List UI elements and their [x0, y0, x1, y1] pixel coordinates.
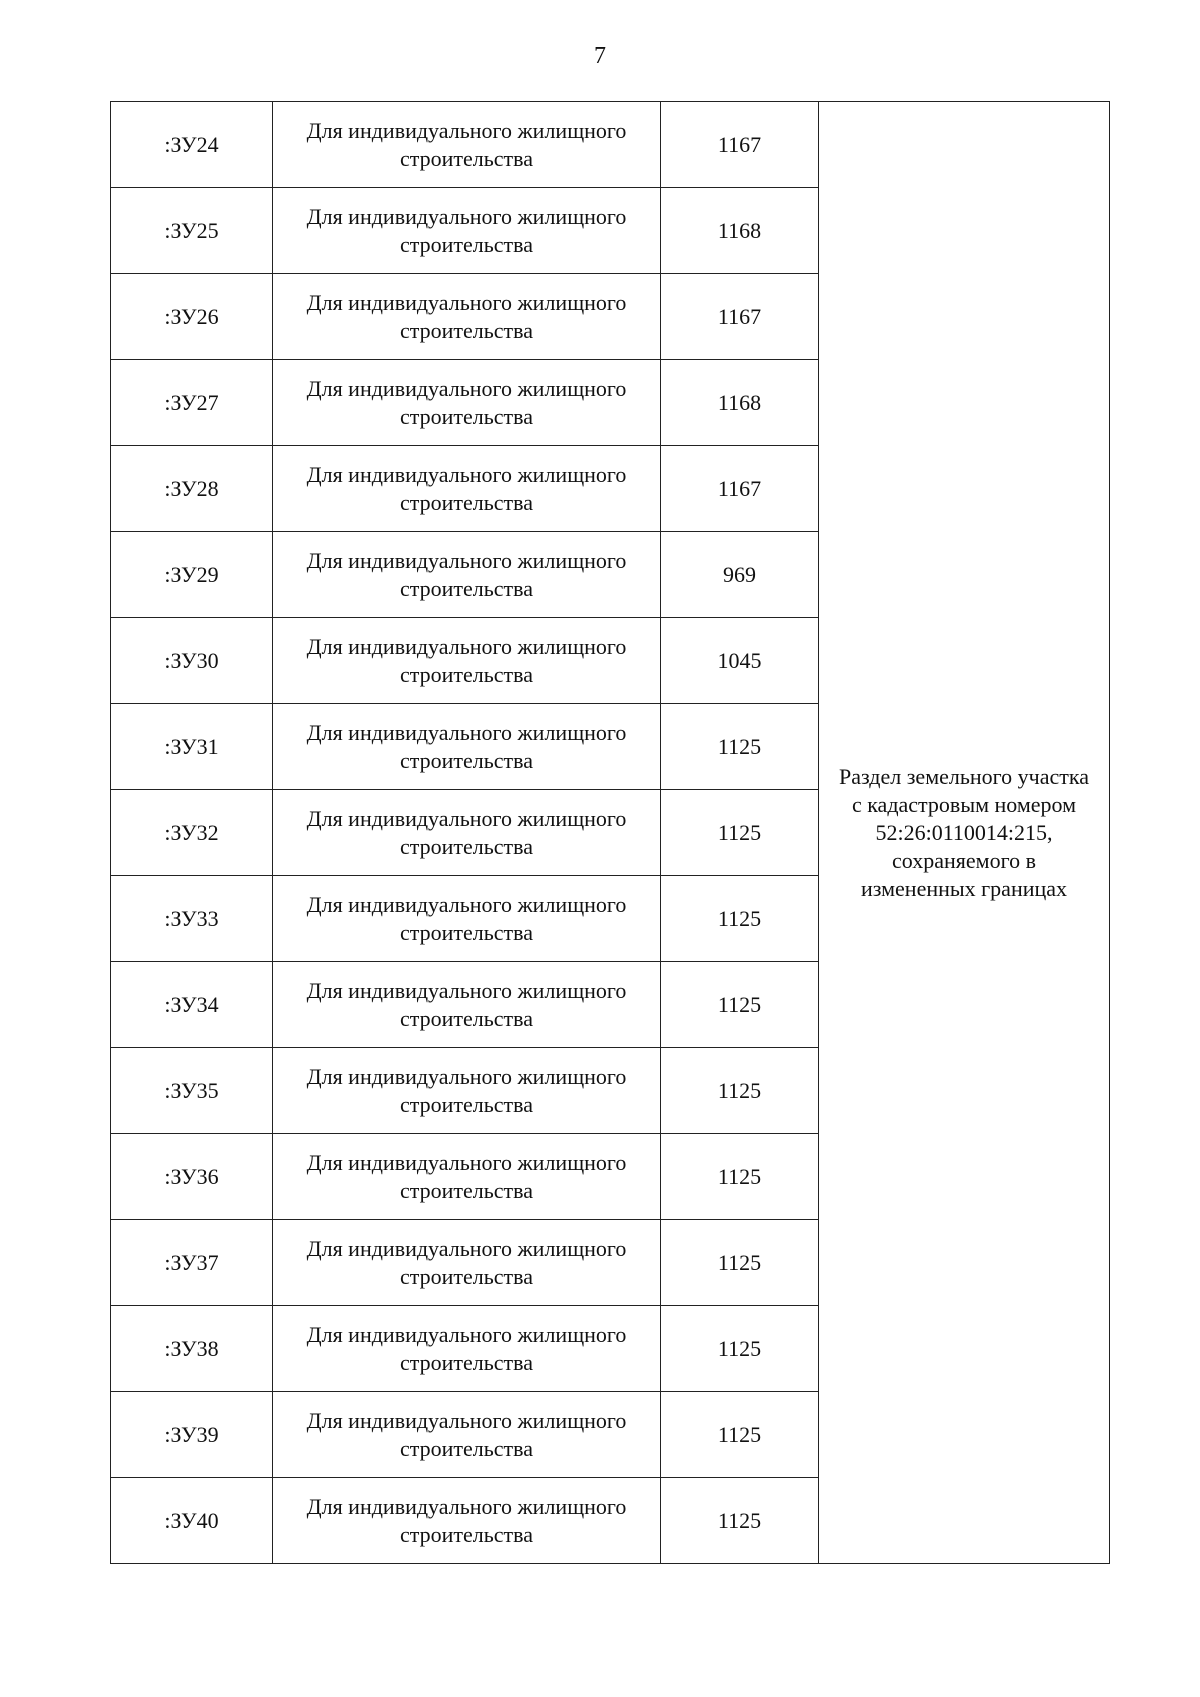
plot-id-cell: :ЗУ29 [111, 532, 273, 618]
area-cell: 1125 [661, 1392, 819, 1478]
permitted-use-line-1: Для индивидуального жилищного [306, 719, 627, 745]
area-cell: 1125 [661, 1220, 819, 1306]
permitted-use-line-1: Для индивидуального жилищного [306, 203, 627, 229]
area-cell: 1125 [661, 1478, 819, 1564]
permitted-use-cell [273, 876, 661, 962]
plot-id-cell: :ЗУ38 [111, 1306, 273, 1392]
permitted-use-line-2: строительства [399, 1521, 534, 1547]
permitted-use-cell [273, 1478, 661, 1564]
permitted-use-cell [273, 618, 661, 704]
permitted-use-line-2: строительства [399, 661, 534, 687]
plot-id-cell: :ЗУ26 [111, 274, 273, 360]
permitted-use-cell [273, 188, 661, 274]
plot-id-cell: :ЗУ28 [111, 446, 273, 532]
area-cell: 1125 [661, 1134, 819, 1220]
plot-id-cell: :ЗУ35 [111, 1048, 273, 1134]
area-cell: 1125 [661, 1048, 819, 1134]
table-body [111, 102, 1110, 1564]
plot-id-cell: :ЗУ31 [111, 704, 273, 790]
area-cell: 1125 [661, 704, 819, 790]
permitted-use-line-2: строительства [399, 231, 534, 257]
plot-id-cell: :ЗУ39 [111, 1392, 273, 1478]
area-cell: 1168 [661, 188, 819, 274]
permitted-use-cell [273, 446, 661, 532]
permitted-use-line-2: строительства [399, 1091, 534, 1117]
permitted-use-line-1: Для индивидуального жилищного [306, 117, 627, 143]
permitted-use-line-2: строительства [399, 747, 534, 773]
area-cell: 1168 [661, 360, 819, 446]
permitted-use-line-1: Для индивидуального жилищного [306, 805, 627, 831]
table-row [111, 102, 1110, 188]
permitted-use-cell [273, 274, 661, 360]
area-cell: 1167 [661, 102, 819, 188]
plot-id-cell: :ЗУ32 [111, 790, 273, 876]
permitted-use-line-1: Для индивидуального жилищного [306, 891, 627, 917]
permitted-use-line-1: Для индивидуального жилищного [306, 1493, 627, 1519]
permitted-use-cell [273, 1134, 661, 1220]
plot-id-cell: :ЗУ30 [111, 618, 273, 704]
permitted-use-line-1: Для индивидуального жилищного [306, 633, 627, 659]
area-cell: 969 [661, 532, 819, 618]
formation-method-cell: Раздел земельного участка с кадастровым номером 52:26:0110014:215, сохраняемого в измененных границах [819, 102, 1110, 1564]
permitted-use-line-1: Для индивидуального жилищного [306, 1149, 627, 1175]
permitted-use-line-2: строительства [399, 575, 534, 601]
plot-id-cell: :ЗУ33 [111, 876, 273, 962]
permitted-use-line-2: строительства [399, 833, 534, 859]
plot-id-cell: :ЗУ37 [111, 1220, 273, 1306]
plot-id-cell: :ЗУ27 [111, 360, 273, 446]
land-plots-table [110, 101, 1110, 1564]
plot-id-cell: :ЗУ40 [111, 1478, 273, 1564]
permitted-use-line-1: Для индивидуального жилищного [306, 461, 627, 487]
permitted-use-cell [273, 962, 661, 1048]
permitted-use-cell [273, 790, 661, 876]
plot-id-cell: :ЗУ24 [111, 102, 273, 188]
permitted-use-line-1: Для индивидуального жилищного [306, 977, 627, 1003]
permitted-use-line-2: строительства [399, 403, 534, 429]
page-number: 7 [594, 43, 606, 69]
area-cell: 1045 [661, 618, 819, 704]
permitted-use-line-1: Для индивидуального жилищного [306, 547, 627, 573]
area-cell: 1125 [661, 876, 819, 962]
permitted-use-line-2: строительства [399, 145, 534, 171]
area-cell: 1125 [661, 1306, 819, 1392]
permitted-use-line-2: строительства [399, 1349, 534, 1375]
plot-id-cell: :ЗУ34 [111, 962, 273, 1048]
permitted-use-cell [273, 102, 661, 188]
permitted-use-line-1: Для индивидуального жилищного [306, 1235, 627, 1261]
plot-id-cell: :ЗУ25 [111, 188, 273, 274]
area-cell: 1167 [661, 446, 819, 532]
permitted-use-line-2: строительства [399, 919, 534, 945]
plot-id-cell: :ЗУ36 [111, 1134, 273, 1220]
permitted-use-line-2: строительства [399, 1005, 534, 1031]
permitted-use-cell [273, 360, 661, 446]
permitted-use-cell [273, 1392, 661, 1478]
permitted-use-line-2: строительства [399, 1435, 534, 1461]
permitted-use-cell [273, 1220, 661, 1306]
area-cell: 1125 [661, 790, 819, 876]
permitted-use-cell [273, 532, 661, 618]
permitted-use-line-2: строительства [399, 1263, 534, 1289]
permitted-use-line-1: Для индивидуального жилищного [306, 289, 627, 315]
permitted-use-line-2: строительства [399, 489, 534, 515]
permitted-use-line-2: строительства [399, 317, 534, 343]
permitted-use-line-1: Для индивидуального жилищного [306, 375, 627, 401]
area-cell: 1167 [661, 274, 819, 360]
permitted-use-line-1: Для индивидуального жилищного [306, 1407, 627, 1433]
permitted-use-line-1: Для индивидуального жилищного [306, 1063, 627, 1089]
area-cell: 1125 [661, 962, 819, 1048]
permitted-use-line-1: Для индивидуального жилищного [306, 1321, 627, 1347]
permitted-use-line-2: строительства [399, 1177, 534, 1203]
permitted-use-cell [273, 1048, 661, 1134]
permitted-use-cell [273, 704, 661, 790]
permitted-use-cell [273, 1306, 661, 1392]
